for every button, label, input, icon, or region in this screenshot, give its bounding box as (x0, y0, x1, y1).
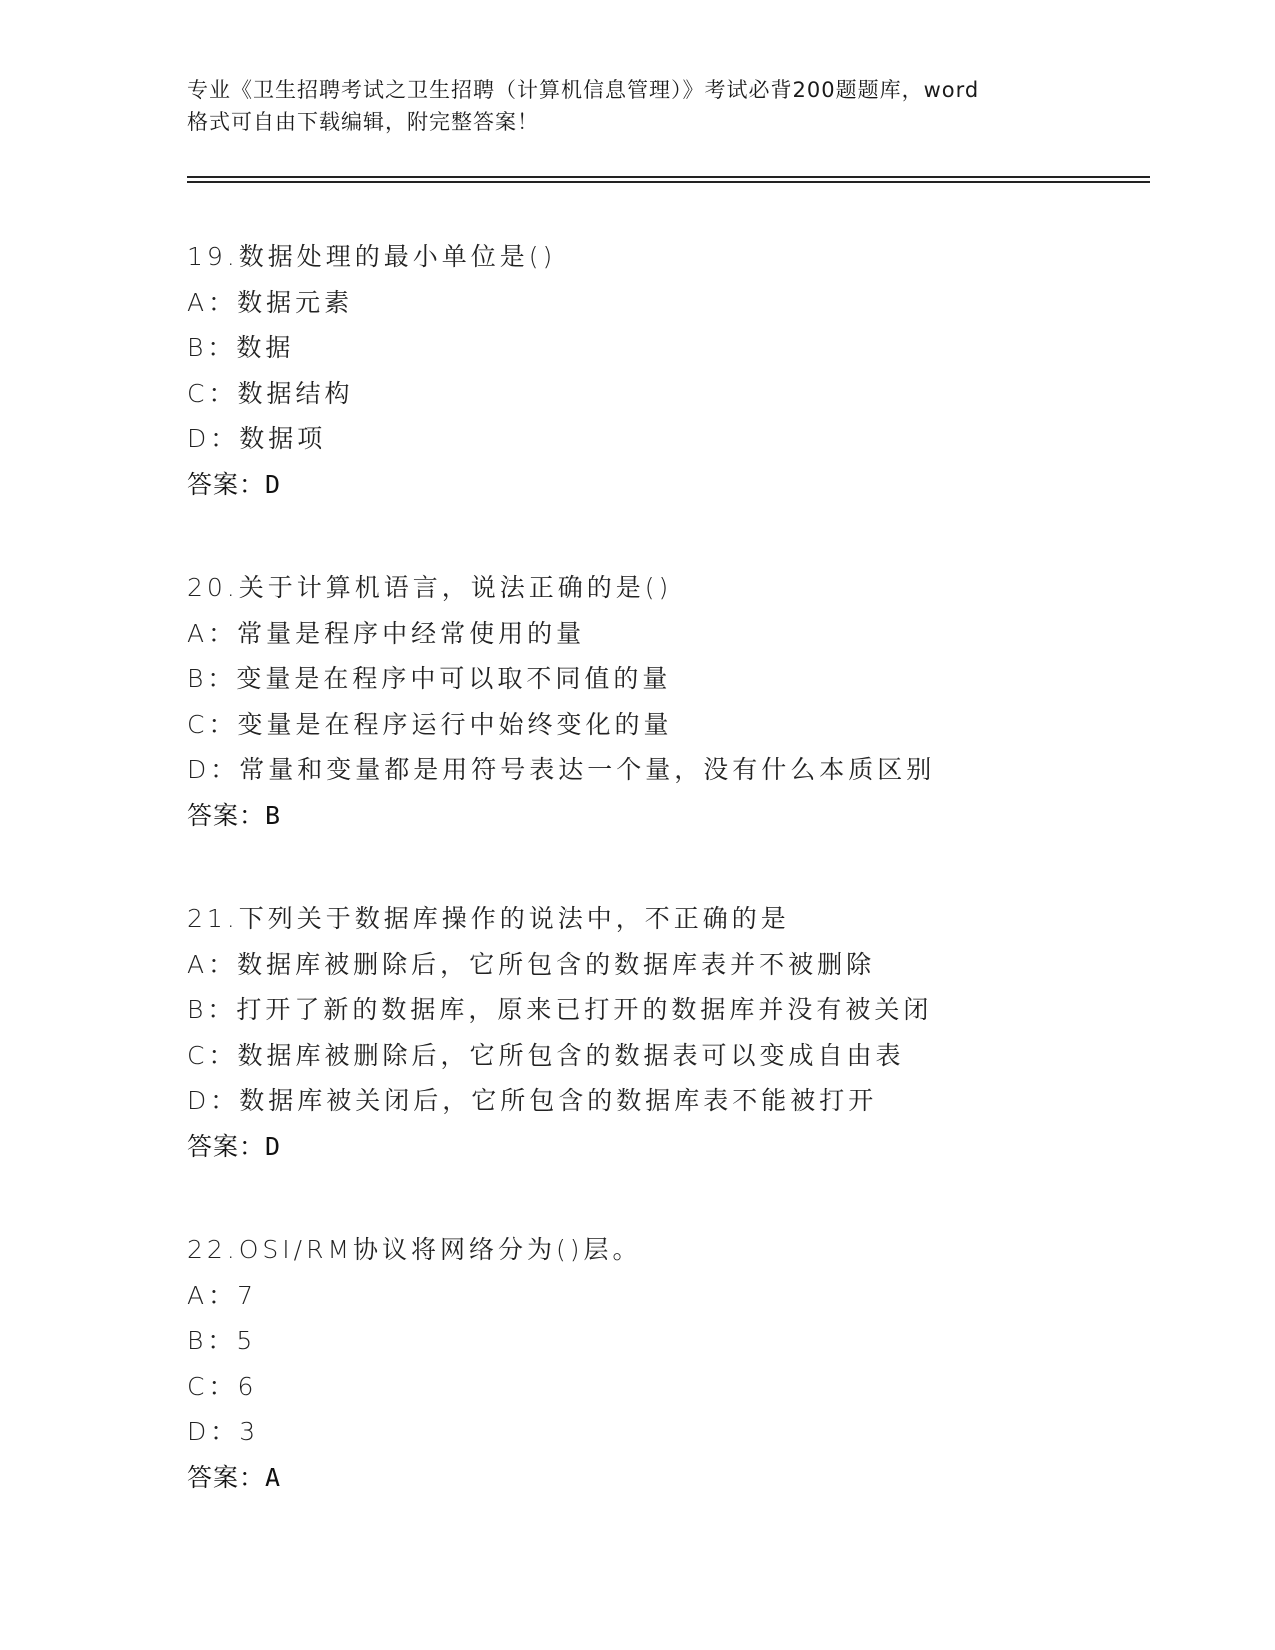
question-21 (187, 896, 1150, 1169)
option-d: D：数据项 (187, 424, 327, 453)
header-line-1: 专业《卫生招聘考试之卫生招聘（计算机信息管理）》考试必背200题题库，word (187, 78, 980, 102)
option-b: B：5 (187, 1326, 257, 1355)
answer-line (187, 1455, 1150, 1501)
option-b: B：打开了新的数据库，原来已打开的数据库并没有被关闭 (187, 995, 933, 1024)
option-d: D：数据库被关闭后，它所包含的数据库表不能被打开 (187, 1086, 878, 1115)
option-a: A：数据元素 (187, 287, 354, 317)
question-22 (187, 1227, 1150, 1500)
option-c: C：6 (187, 1371, 258, 1401)
question-19 (187, 234, 1150, 507)
option-a: A：常量是程序中经常使用的量 (187, 618, 586, 648)
option-c: C：变量是在程序运行中始终变化的量 (187, 709, 673, 739)
question-20 (187, 565, 1150, 838)
answer-value: D (265, 469, 282, 499)
option-c: C：数据结构 (187, 378, 354, 408)
option-b: B：变量是在程序中可以取不同值的量 (187, 664, 672, 693)
header-line-2: 格式可自由下载编辑，附完整答案！ (187, 110, 539, 134)
option-b: B：数据 (187, 333, 295, 362)
header-divider-top (187, 176, 1150, 178)
option-a: A：7 (187, 1280, 258, 1310)
answer-value: D (265, 1131, 282, 1161)
answer-value: B (265, 800, 282, 830)
answer-line (187, 462, 1150, 508)
option-c: C：数据库被删除后，它所包含的数据表可以变成自由表 (187, 1040, 905, 1070)
document-header (187, 74, 1087, 138)
option-d: D：常量和变量都是用符号表达一个量，没有什么本质区别 (187, 755, 936, 784)
question-list (187, 234, 1150, 1558)
answer-label: 答案： (187, 469, 266, 499)
answer-line (187, 1124, 1150, 1170)
answer-value: A (265, 1462, 282, 1492)
option-d: D：3 (187, 1417, 260, 1446)
option-a: A：数据库被删除后，它所包含的数据库表并不被删除 (187, 949, 876, 979)
answer-label: 答案： (187, 800, 266, 830)
answer-line (187, 793, 1150, 839)
question-stem: 20.关于计算机语言，说法正确的是() (187, 573, 673, 602)
answer-label: 答案： (187, 1462, 266, 1492)
answer-label: 答案： (187, 1131, 266, 1161)
header-divider-bottom (187, 181, 1150, 183)
question-stem: 21.下列关于数据库操作的说法中，不正确的是 (187, 904, 790, 933)
question-stem: 22.OSI/RM协议将网络分为()层。 (187, 1235, 642, 1264)
question-stem: 19.数据处理的最小单位是() (187, 242, 557, 271)
